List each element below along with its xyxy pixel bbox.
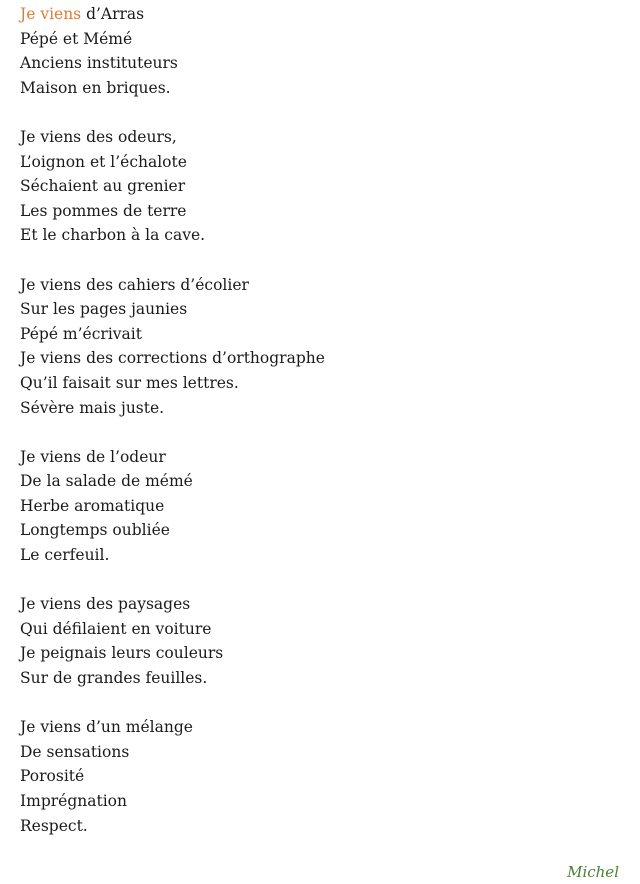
poem-line: Longtemps oubliée: [20, 521, 170, 540]
poem-line: Respect.: [20, 816, 88, 835]
poem-line: Sur les pages jaunies: [20, 300, 188, 319]
poem: [20, 2, 325, 863]
poem-line: Le cerfeuil.: [20, 546, 110, 565]
poem-line: Qu’il faisait sur mes lettres.: [20, 373, 239, 392]
poem-line: Je viens de l’odeur: [20, 447, 166, 466]
poem-line: De la salade de mémé: [20, 472, 193, 491]
stanza: [20, 715, 325, 838]
poem-line: Les pommes de terre: [20, 201, 187, 220]
poem-line: Herbe aromatique: [20, 496, 165, 515]
stanza: [20, 2, 325, 100]
poem-line: Je viens des cahiers d’écolier: [20, 275, 249, 294]
poem-line: Maison en briques.: [20, 78, 171, 97]
poem-line: Anciens instituteurs: [20, 54, 178, 73]
stanza: [20, 592, 325, 690]
poem-line: Je peignais leurs couleurs: [20, 644, 224, 663]
poem-line: Sévère mais juste.: [20, 398, 165, 417]
opening-accent-text: Je viens: [20, 5, 82, 23]
poem-line: Porosité: [20, 767, 85, 786]
author-signature: Michel: [567, 863, 619, 881]
poem-line: Qui défilaient en voiture: [20, 619, 212, 638]
poem-line: Sur de grandes feuilles.: [20, 669, 208, 688]
stanza: [20, 273, 325, 421]
poem-line: Je viens des odeurs,: [20, 127, 177, 146]
stanza: [20, 125, 325, 248]
poem-line: Imprégnation: [20, 792, 127, 810]
opening-rest-text: d’Arras: [81, 5, 145, 23]
poem-line: Pépé m’écrivait: [20, 324, 142, 343]
poem-line: Je viens d’un mélange: [20, 718, 193, 737]
stanza: [20, 445, 325, 568]
poem-line: L’oignon et l’échalote: [20, 152, 187, 171]
poem-line: Pépé et Mémé: [20, 29, 133, 48]
poem-line: Et le charbon à la cave.: [20, 226, 206, 245]
poem-line: [20, 2, 325, 27]
poem-line: Je viens des paysages: [20, 595, 191, 614]
poem-line: Je viens des corrections d’orthographe: [20, 349, 325, 368]
poem-line: De sensations: [20, 742, 130, 761]
poem-line: Séchaient au grenier: [20, 177, 186, 196]
